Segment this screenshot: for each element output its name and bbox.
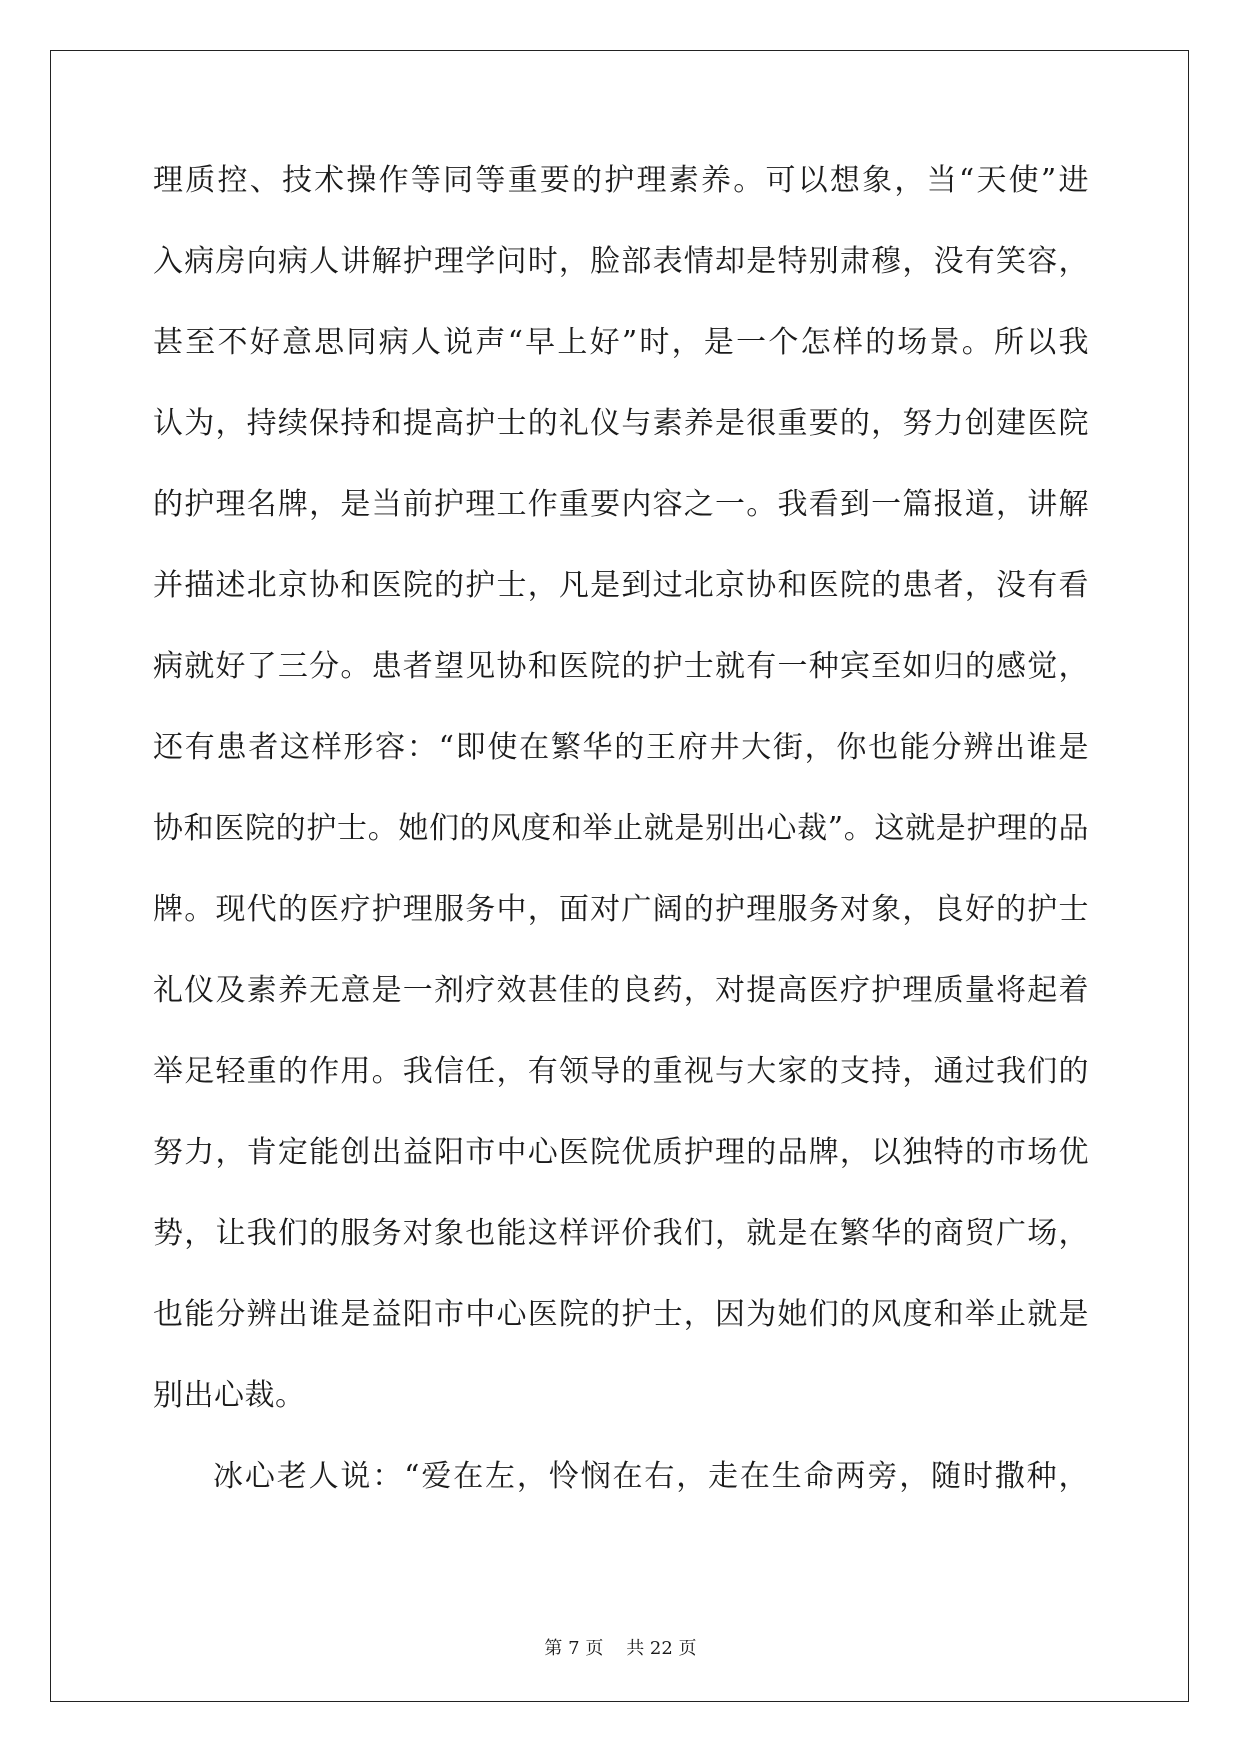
text-line: 努力，肯定能创出益阳市中心医院优质护理的品牌，以独特的市场优	[153, 1135, 1089, 1170]
text-line: 还有患者这样形容：“即使在繁华的王府井大街，你也能分辨出谁是	[153, 730, 1089, 765]
text-line: 也能分辨出谁是益阳市中心医院的护士，因为她们的风度和举止就是	[153, 1297, 1089, 1332]
text-line: 甚至不好意思同病人说声“早上好”时，是一个怎样的场景。所以我	[153, 325, 1089, 360]
text-line: 协和医院的护士。她们的风度和举止就是别出心裁”。这就是护理的品	[153, 811, 1089, 846]
text-line: 举足轻重的作用。我信任，有领导的重视与大家的支持，通过我们的	[153, 1054, 1089, 1089]
page-footer: 第 7 页 共 22 页	[544, 1638, 697, 1659]
text-line: 的护理名牌，是当前护理工作重要内容之一。我看到一篇报道，讲解	[153, 487, 1089, 522]
text-line: 牌。现代的医疗护理服务中，面对广阔的护理服务对象，良好的护士	[153, 892, 1089, 927]
text-line: 认为，持续保持和提高护士的礼仪与素养是很重要的，努力创建医院	[153, 406, 1089, 441]
text-line: 势，让我们的服务对象也能这样评价我们，就是在繁华的商贸广场，	[153, 1216, 1089, 1251]
text-line: 病就好了三分。患者望见协和医院的护士就有一种宾至如归的感觉，	[153, 649, 1089, 684]
text-line: 并描述北京协和医院的护士，凡是到过北京协和医院的患者，没有看	[153, 568, 1089, 603]
text-line: 礼仪及素养无意是一剂疗效甚佳的良药，对提高医疗护理质量将起着	[153, 973, 1089, 1008]
next-paragraph: 冰心老人说：“爱在左，怜悯在右，走在生命两旁，随时撒种，	[213, 1459, 1089, 1494]
text-line: 入病房向病人讲解护理学问时，脸部表情却是特别肃穆，没有笑容，	[153, 244, 1089, 279]
text-line: 理质控、技术操作等同等重要的护理素养。可以想象，当“天使”进	[153, 163, 1089, 198]
text-line: 别出心裁。	[153, 1378, 306, 1413]
document-body	[153, 161, 1089, 1538]
